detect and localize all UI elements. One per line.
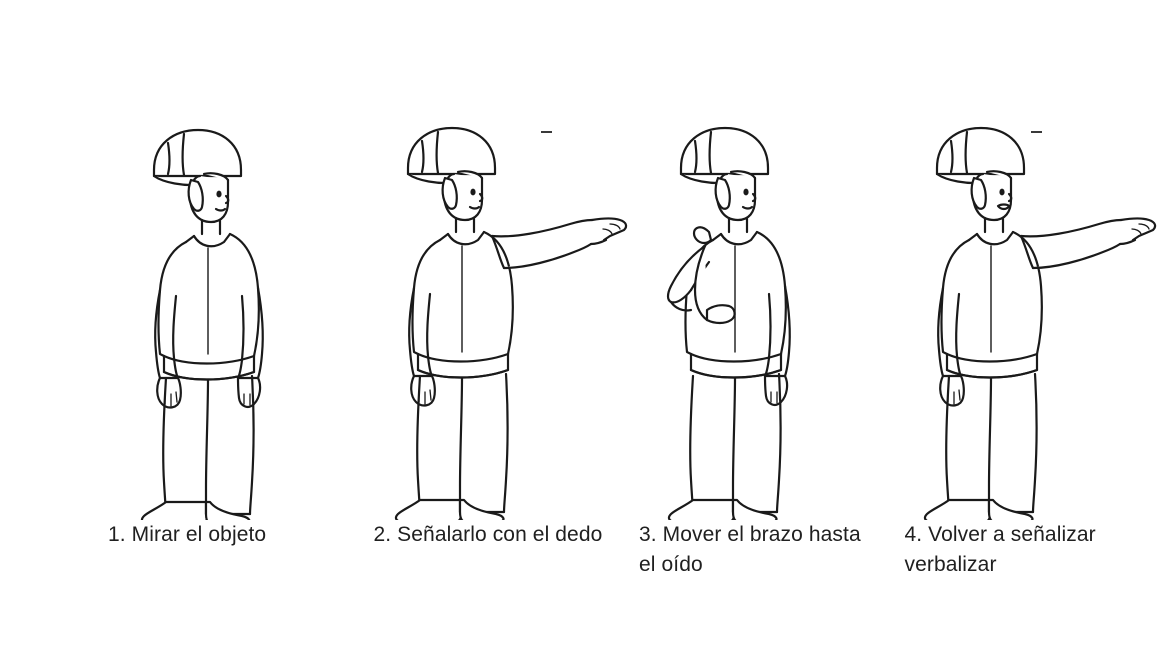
worker-pointing-arm-extended-figure bbox=[374, 110, 668, 520]
step-3-caption-line-2: el oído bbox=[639, 553, 703, 576]
step-3 bbox=[639, 0, 905, 658]
step-2 bbox=[374, 0, 640, 658]
step-4-caption-line-2: verbalizar bbox=[904, 553, 997, 576]
step-4-caption-line-1: 4. Volver a señalizar bbox=[904, 523, 1096, 546]
step-1 bbox=[108, 0, 374, 658]
step-1-caption-line-1: 1. Mirar el objeto bbox=[108, 523, 267, 546]
worker-pointing-again-verbalizing-figure bbox=[905, 110, 1170, 520]
step-2-caption-line-1: 2. Señalarlo con el dedo bbox=[373, 523, 603, 546]
step-4 bbox=[905, 0, 1170, 658]
step-2-caption bbox=[374, 520, 654, 550]
worker-standing-looking-figure bbox=[108, 110, 402, 520]
worker-hand-to-ear-figure bbox=[639, 110, 933, 520]
step-3-caption-line-1: 3. Mover el brazo hasta bbox=[639, 523, 861, 546]
step-4-caption bbox=[905, 520, 1170, 580]
step-3-caption bbox=[639, 520, 919, 580]
step-1-caption bbox=[108, 520, 388, 550]
